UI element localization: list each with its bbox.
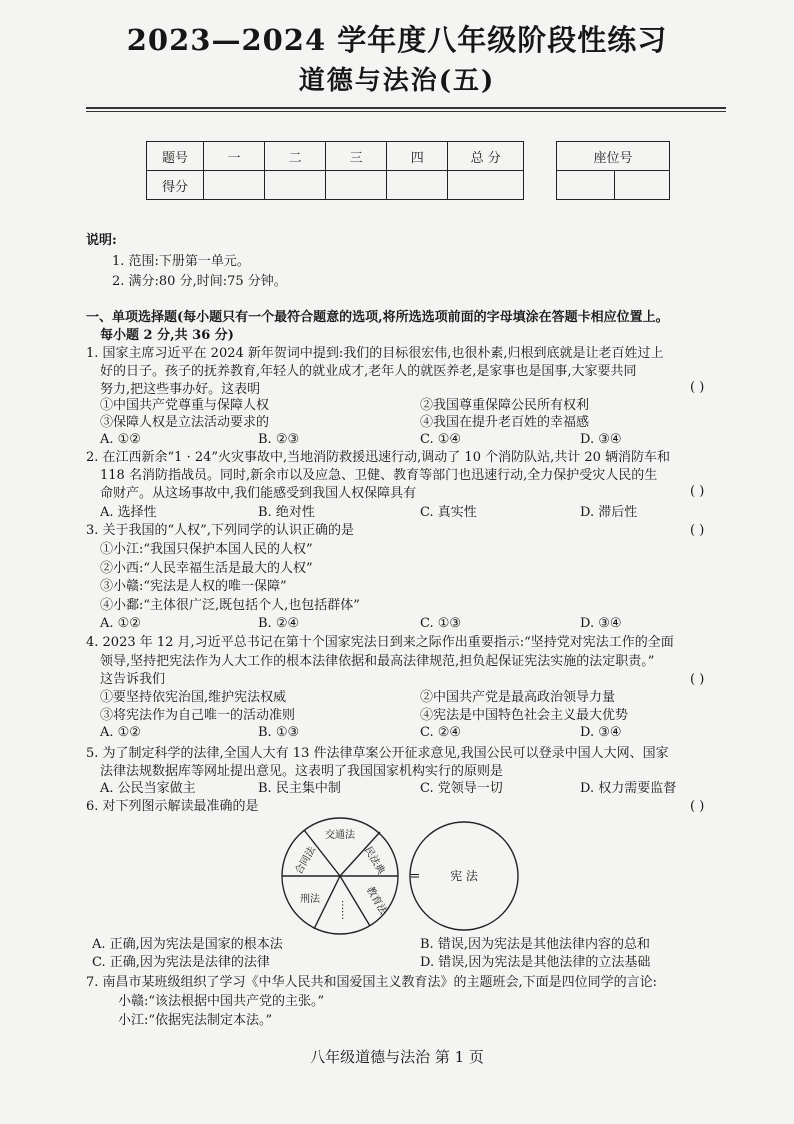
- question-text: 这告诉我们: [100, 672, 166, 687]
- question-text: 4. 2023 年 12 月,习近平总书记在第十个国家宪法日到来之际作出重要指示:“坚持党对宪法工作的全面: [86, 635, 674, 650]
- score-cell[interactable]: [448, 171, 524, 200]
- choice-d[interactable]: D. 滞后性: [580, 505, 638, 520]
- option: ②我国尊重保障公民所有权利: [420, 398, 590, 413]
- choice-c[interactable]: C. 正确,因为宪法是法律的法律: [92, 955, 270, 970]
- law-diagram: [280, 810, 520, 940]
- score-cell[interactable]: [387, 171, 448, 200]
- choice-b[interactable]: B. ①③: [258, 725, 300, 740]
- section-heading-2: 每小题 2 分,共 36 分): [100, 328, 234, 343]
- choice-c[interactable]: C. ①③: [420, 616, 462, 631]
- choice-d[interactable]: D. ③④: [580, 725, 622, 740]
- question-text: 领导,坚持把宪法作为人大工作的根本法律依据和最高法律规范,担负起保证宪法实施的法定职责。”: [100, 654, 655, 669]
- question-text: 1. 国家主席习近平在 2024 新年贺词中提到:我们的目标很宏伟,也很朴素,归根到底就是让老百姓过上: [86, 346, 664, 361]
- option: ③保障人权是立法活动要求的: [100, 415, 270, 430]
- choice-d[interactable]: D. ③④: [580, 432, 622, 447]
- question-text: 3. 关于我国的“人权”,下列同学的认识正确的是: [86, 523, 354, 538]
- divider: [86, 107, 726, 109]
- page-footer: 八年级道德与法治 第 1 页: [310, 1048, 484, 1066]
- score-header-cell: 二: [265, 142, 326, 171]
- score-cell[interactable]: [203, 171, 264, 200]
- answer-blank[interactable]: ( ): [690, 672, 705, 687]
- question-text: 努力,把这些事办好。这表明: [100, 382, 261, 397]
- choice-b[interactable]: B. ②④: [258, 616, 300, 631]
- seat-label: 座位号: [557, 142, 670, 171]
- choice-c[interactable]: C. ①④: [420, 432, 462, 447]
- score-header-cell: 三: [326, 142, 387, 171]
- seat-table: [556, 141, 670, 200]
- choice-a[interactable]: A. ①②: [100, 616, 141, 631]
- page-subtitle: 道德与法治(五): [298, 66, 496, 96]
- answer-blank[interactable]: ( ): [690, 799, 705, 814]
- statement: 小赣:“该法根据中国共产党的主张。”: [118, 994, 325, 1009]
- score-cell[interactable]: [326, 171, 387, 200]
- option: ④我国在提升老百姓的幸福感: [420, 415, 590, 430]
- segment-label: 交通法: [325, 830, 355, 841]
- divider: [86, 111, 726, 112]
- equals-sign: =: [409, 869, 421, 884]
- score-header-cell: 四: [387, 142, 448, 171]
- question-text: 好的日子。孩子的抚养教育,年轻人的就业成才,老年人的就医养老,是家事也是国事,大家要共同: [100, 364, 637, 379]
- page-title: 2023—2024 学年度八年级阶段性练习: [126, 23, 668, 57]
- statement: ①小江:“我国只保护本国人民的人权”: [100, 542, 313, 557]
- statement: ③小赣:“宪法是人权的唯一保障”: [100, 579, 287, 594]
- score-table: [146, 141, 524, 200]
- choice-c[interactable]: C. 真实性: [420, 505, 477, 520]
- choice-c[interactable]: C. 党领导一切: [420, 781, 503, 796]
- note-item: 2. 满分:80 分,时间:75 分钟。: [112, 274, 287, 289]
- choice-d[interactable]: D. ③④: [580, 616, 622, 631]
- choice-b[interactable]: B. 绝对性: [258, 505, 315, 520]
- question-text: 命财产。从这场事故中,我们能感受到我国人权保障具有: [100, 486, 417, 501]
- notes-heading: 说明:: [86, 233, 117, 248]
- choice-b[interactable]: B. ②③: [258, 432, 300, 447]
- question-text: 5. 为了制定科学的法律,全国人大有 13 件法律草案公开征求意见,我国公民可以登录中国人大网、国家: [86, 746, 669, 761]
- choice-b[interactable]: B. 民主集中制: [258, 781, 341, 796]
- choice-a[interactable]: A. ①②: [100, 432, 141, 447]
- choice-c[interactable]: C. ②④: [420, 725, 462, 740]
- score-header-cell: 题号: [147, 142, 204, 171]
- statement: ②小西:“人民幸福生活是最大的人权”: [100, 561, 313, 576]
- segment-label: 教育法: [363, 885, 389, 917]
- choice-a[interactable]: A. 正确,因为宪法是国家的根本法: [92, 937, 283, 952]
- statement: ④小鄱:“主体很广泛,既包括个人,也包括群体”: [100, 598, 360, 613]
- score-row-label: 得分: [147, 171, 204, 200]
- seat-cell[interactable]: [615, 171, 670, 200]
- choice-d[interactable]: D. 错误,因为宪法是其他法律的立法基础: [420, 955, 651, 970]
- question-text: 法律法规数据库等网址提出意见。这表明了我国国家机构实行的原则是: [100, 764, 504, 779]
- question-text: 2. 在江西新余“1 · 24”火灾事故中,当地消防救援迅速行动,调动了 10 个消防队站,共计 20 辆消防车和: [86, 450, 671, 465]
- choice-b[interactable]: B. 错误,因为宪法是其他法律内容的总和: [420, 937, 650, 952]
- segment-label: 合同法: [293, 845, 319, 877]
- score-header-cell: 一: [203, 142, 264, 171]
- score-cell[interactable]: [265, 171, 326, 200]
- segment-label: 民法典: [361, 845, 387, 877]
- option: ③将宪法作为自己唯一的活动准则: [100, 708, 296, 723]
- choice-a[interactable]: A. 公民当家做主: [100, 781, 196, 796]
- option: ①要坚持依宪治国,维护宪法权威: [100, 690, 287, 705]
- score-header-cell: 总 分: [448, 142, 524, 171]
- statement: 小江:“依据宪法制定本法。”: [118, 1013, 273, 1028]
- choice-d[interactable]: D. 权力需要监督: [580, 781, 677, 796]
- answer-blank[interactable]: ( ): [690, 380, 705, 395]
- answer-blank[interactable]: ( ): [690, 484, 705, 499]
- option: ①中国共产党尊重与保障人权: [100, 398, 270, 413]
- answer-blank[interactable]: ( ): [690, 523, 705, 538]
- choice-a[interactable]: A. ①②: [100, 725, 141, 740]
- section-heading: 一、单项选择题(每小题只有一个最符合题意的选项,将所选选项前面的字母填涂在答题卡相应位置上。: [86, 310, 669, 325]
- question-text: 7. 南昌市某班级组织了学习《中华人民共和国爱国主义教育法》的主题班会,下面是四位同学的言论:: [86, 975, 658, 990]
- option: ④宪法是中国特色社会主义最大优势: [420, 708, 629, 723]
- segment-label: 刑法: [300, 894, 320, 905]
- option: ②中国共产党是最高政治领导力量: [420, 690, 616, 705]
- question-text: 6. 对下列图示解读最准确的是: [86, 799, 259, 814]
- choice-a[interactable]: A. 选择性: [100, 505, 157, 520]
- segment-label: ……: [339, 900, 350, 920]
- seat-cell[interactable]: [557, 171, 615, 200]
- constitution-label: 宪 法: [450, 869, 478, 883]
- question-text: 118 名消防指战员。同时,新余市以及应急、卫健、教育等部门也迅速行动,全力保护受灾人民的生: [100, 468, 658, 483]
- note-item: 1. 范围:下册第一单元。: [112, 254, 250, 269]
